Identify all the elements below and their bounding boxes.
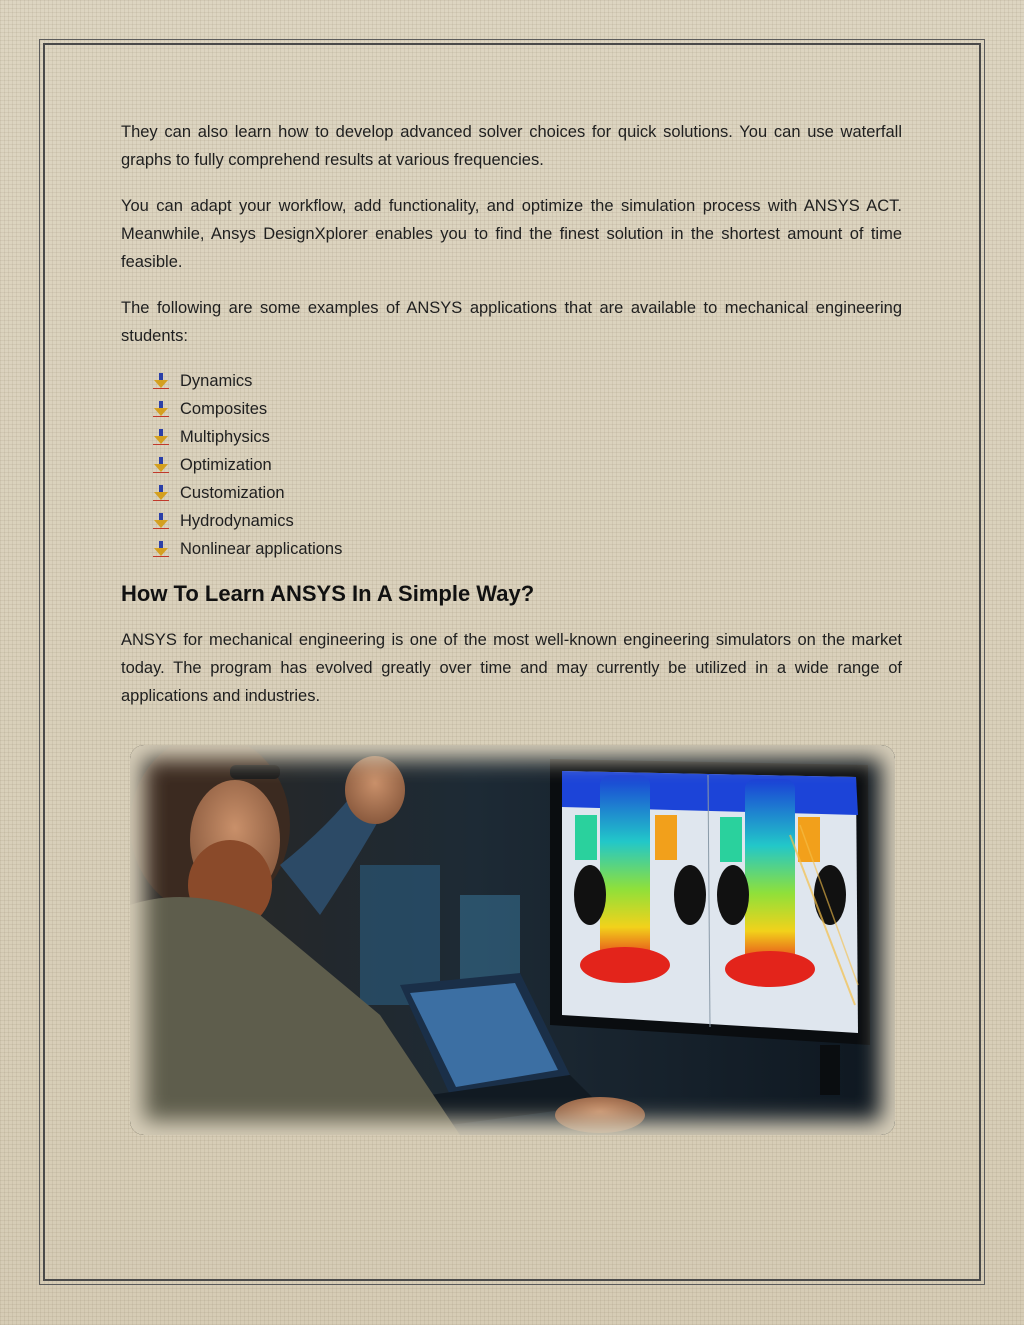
- list-item-label: Optimization: [180, 456, 272, 474]
- down-arrow-bullet-icon: [153, 541, 169, 557]
- paragraph-ansys-act: You can adapt your workflow, add functionality, and optimize the simulation process with ANSYS ACT. Meanwhile, Ansys DesignXplorer enables you to find the finest solution in the shortest amount of time feasible.: [121, 197, 902, 271]
- down-arrow-bullet-icon: [153, 457, 169, 473]
- list-item-label: Customization: [180, 484, 285, 502]
- list-item-label: Dynamics: [180, 372, 253, 390]
- list-item-label: Hydrodynamics: [180, 512, 294, 530]
- down-arrow-bullet-icon: [153, 513, 169, 529]
- down-arrow-bullet-icon: [153, 485, 169, 501]
- list-item: [153, 367, 902, 395]
- list-item-label: Multiphysics: [180, 428, 270, 446]
- down-arrow-bullet-icon: [153, 429, 169, 445]
- section-heading: How To Learn ANSYS In A Simple Way?: [121, 581, 535, 606]
- list-item-label: Composites: [180, 400, 268, 418]
- list-item: [153, 395, 902, 423]
- paragraph-solver-choices: They can also learn how to develop advanced solver choices for quick solutions. You can use waterfall graphs to fully comprehend results at various frequencies.: [121, 123, 902, 169]
- list-item: [153, 423, 902, 451]
- list-item: [153, 479, 902, 507]
- list-item: [153, 507, 902, 535]
- down-arrow-bullet-icon: [153, 401, 169, 417]
- applications-list: [153, 367, 902, 563]
- list-item: [153, 451, 902, 479]
- paragraph-ansys-overview: ANSYS for mechanical engineering is one of the most well-known engineering simulators on the market today. The program has evolved greatly over time and may currently be utilized in a wide range of applications and industries.: [121, 631, 902, 705]
- list-item: [153, 535, 902, 563]
- down-arrow-bullet-icon: [153, 373, 169, 389]
- paragraph-examples-intro: The following are some examples of ANSYS applications that are available to mechanical engineering students:: [121, 299, 902, 345]
- list-item-label: Nonlinear applications: [180, 540, 343, 558]
- engineer-simulation-photo: [130, 745, 895, 1135]
- document-body: [121, 118, 902, 710]
